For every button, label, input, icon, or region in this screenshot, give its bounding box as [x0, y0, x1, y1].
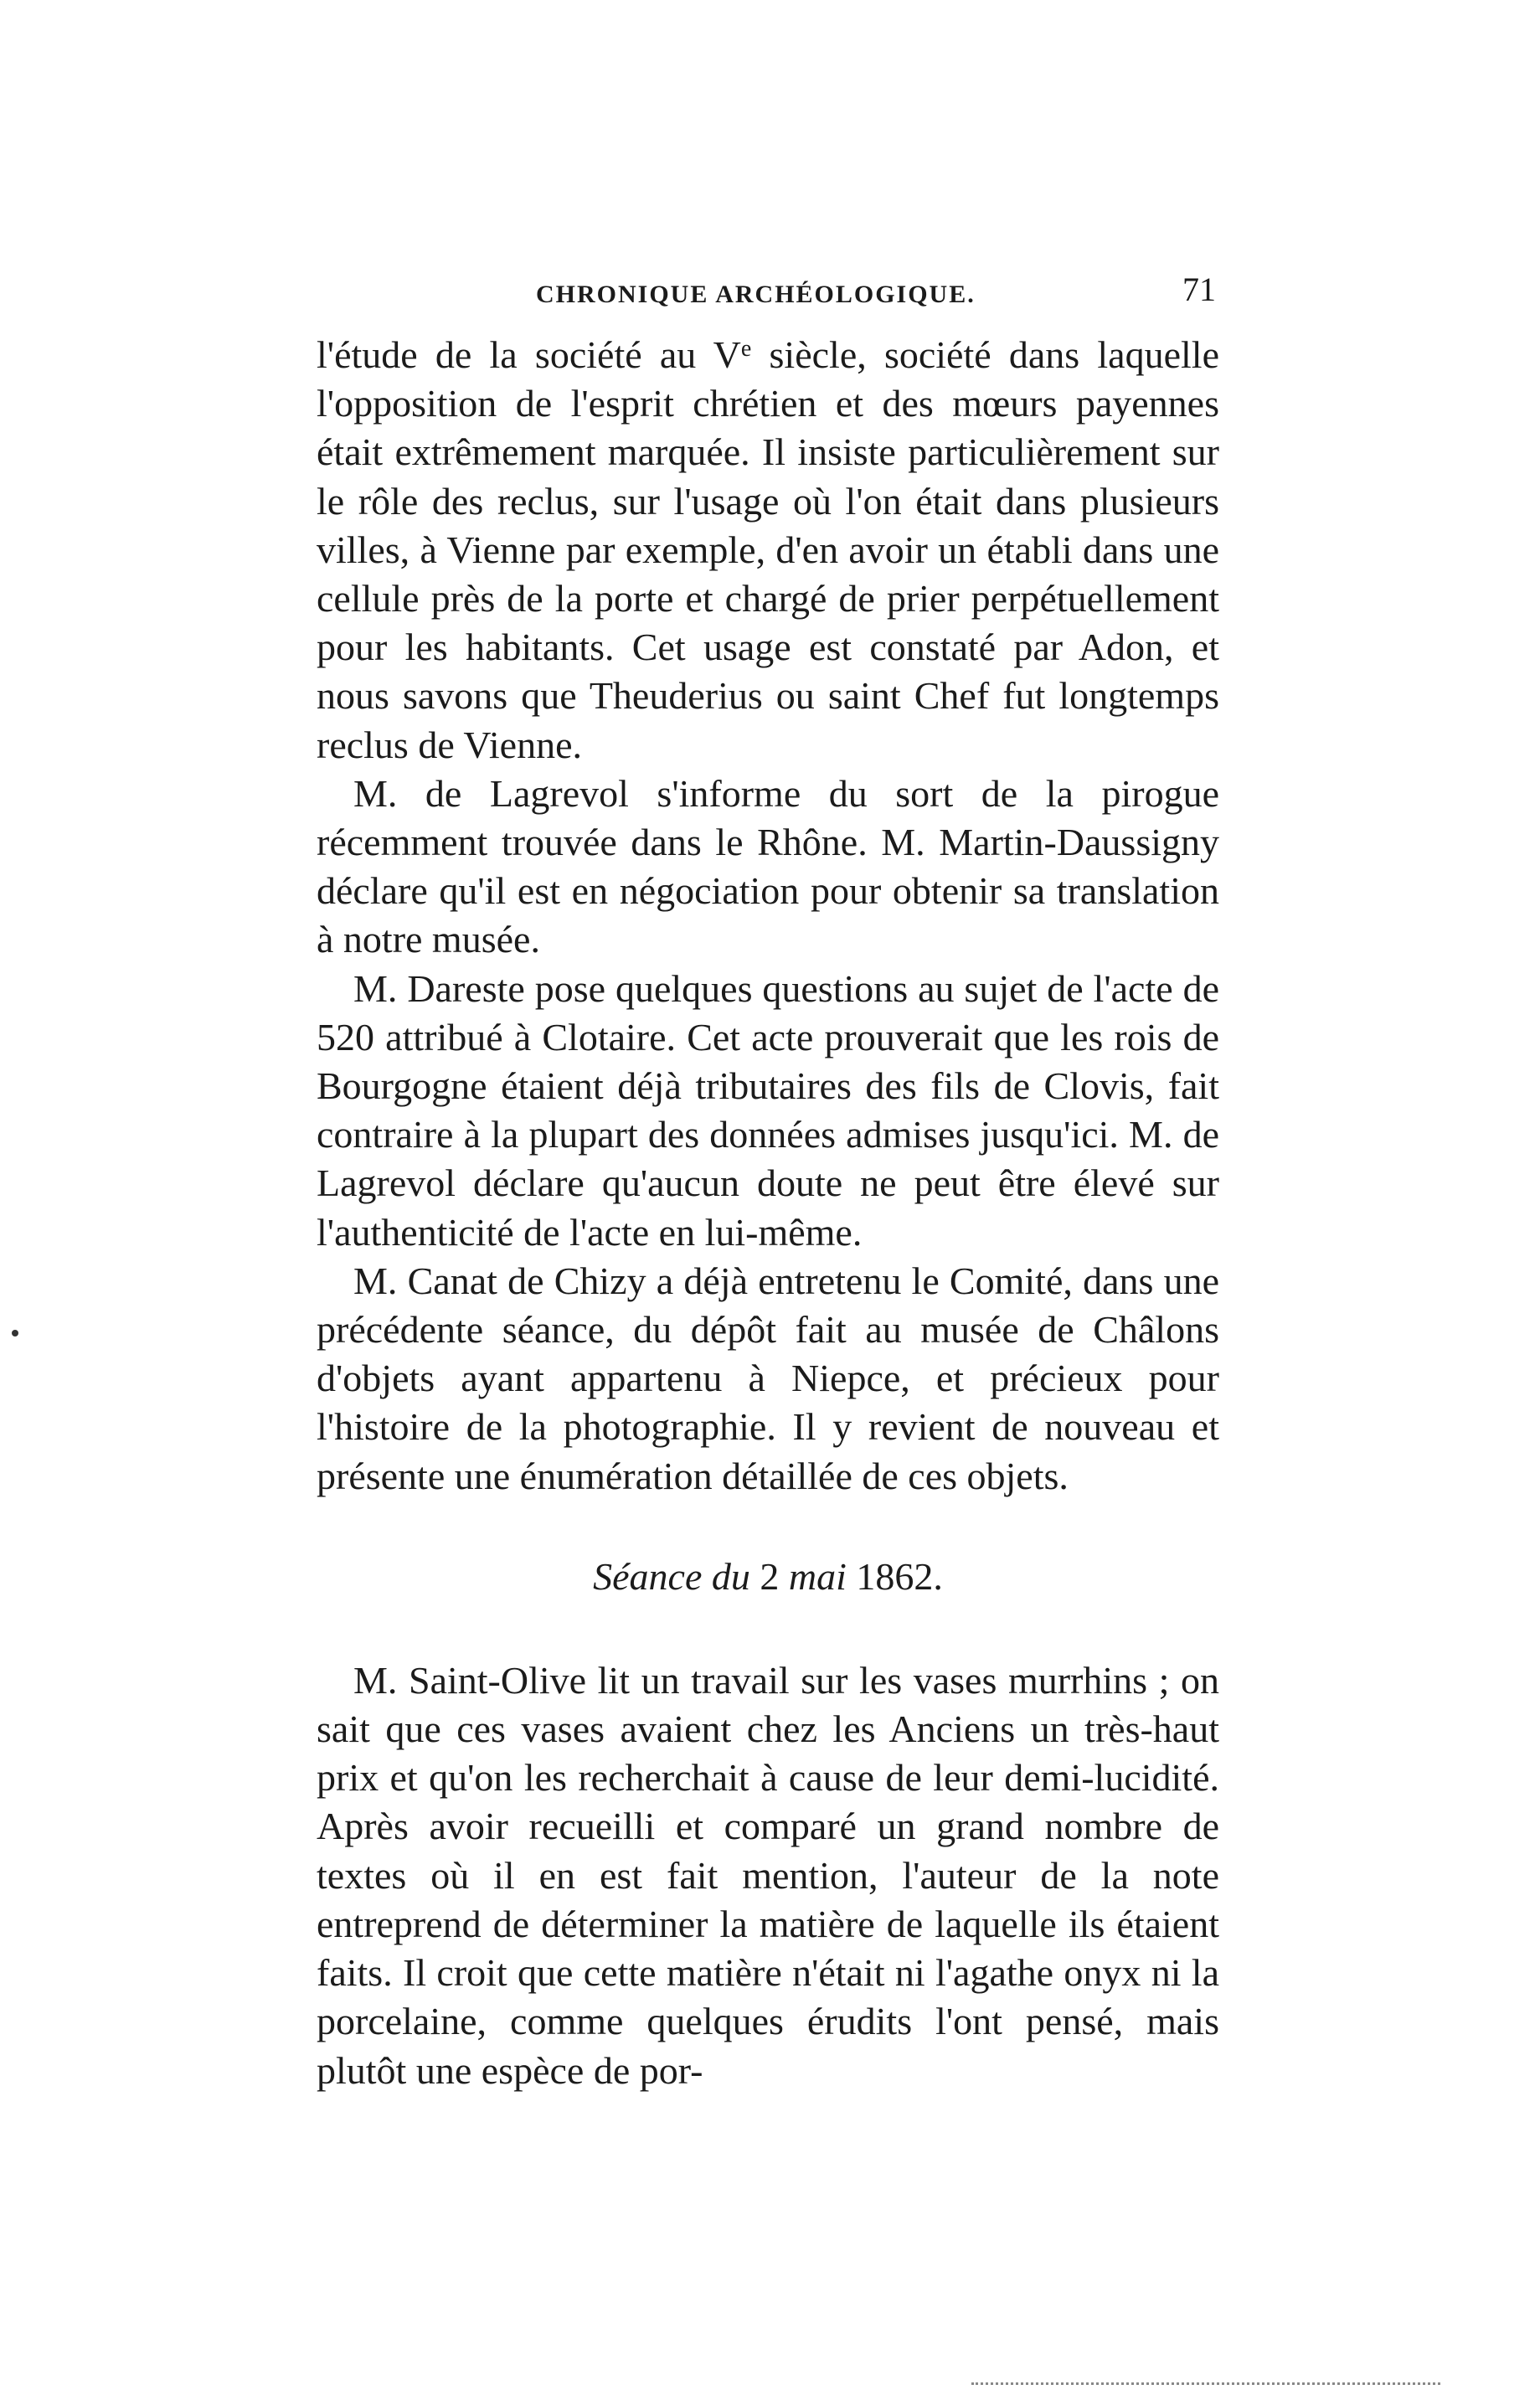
paragraph-3: M. Dareste pose quelques questions au sujet de l'acte de 520 attribué à Clotaire. Cet acte prouverait que les rois de Bourgogne étaient déjà tributaires des fils de Clovis, fait contraire à la plupart des données admises jusqu'ici. M. de Lagrevol déclare qu'aucun doute ne peut être élevé sur l'authenticité de l'acte en lui-même. [317, 966, 1219, 1254]
body-text [317, 331, 1219, 2095]
heading-year: 1862. [846, 1554, 943, 1598]
paragraph-1 [317, 331, 1219, 770]
page-number: 71 [1182, 270, 1216, 308]
running-title: CHRONIQUE ARCHÉOLOGIQUE. [536, 281, 976, 308]
heading-day: 2 [749, 1554, 789, 1598]
paragraph-1-text-start: l'étude de la société au V [317, 333, 741, 376]
section-heading [317, 1553, 1219, 1601]
heading-seance-du: Séance du [593, 1554, 750, 1598]
paragraph-5: M. Saint-Olive lit un travail sur les vases murrhins ; on sait que ces vases avaient chez les Anciens un très-haut prix et qu'on les recherchait à cause de leur demi-lucidité. Après avoir recueilli et comparé un grand nombre de textes où il en est fait mention, l'auteur de la note entreprend de déterminer la matière de laquelle ils étaient faits. Il croit que cette matière n'était ni l'agathe onyx ni la porcelaine, comme quelques érudits l'ont pensé, mais plutôt une espèce de por- [317, 1658, 1219, 2092]
superscript-e: e [740, 336, 752, 362]
bottom-edge-specks [971, 2382, 1440, 2388]
heading-month: mai [788, 1554, 847, 1598]
paragraph-4: M. Canat de Chizy a déjà entretenu le Comité, dans une précédente séance, du dépôt fait au musée de Châlons d'objets ayant appartenu à Niepce, et précieux pour l'histoire de la photographie. Il y revient de nouveau et présente une énumération détaillée de ces objets. [317, 1259, 1219, 1497]
margin-speck [12, 1330, 18, 1336]
paragraph-1-text-end: siècle, société dans laquelle l'opposition de l'esprit chrétien et des mœurs payennes était extrêmement marquée. Il insiste particulièrement sur le rôle des reclus, sur l'usage où l'on était dans plusieurs villes, à Vienne par exemple, d'en avoir un établi dans une cellule près de la porte et chargé de prier perpétuellement pour les habitants. Cet usage est constaté par Adon, et nous savons que Theuderius ou saint Chef fut longtemps reclus de Vienne. [317, 333, 1219, 766]
paragraph-2: M. de Lagrevol s'informe du sort de la pirogue récemment trouvée dans le Rhône. M. Martin-Daussigny déclare qu'il est en négociation pour obtenir sa translation à notre musée. [317, 771, 1219, 961]
